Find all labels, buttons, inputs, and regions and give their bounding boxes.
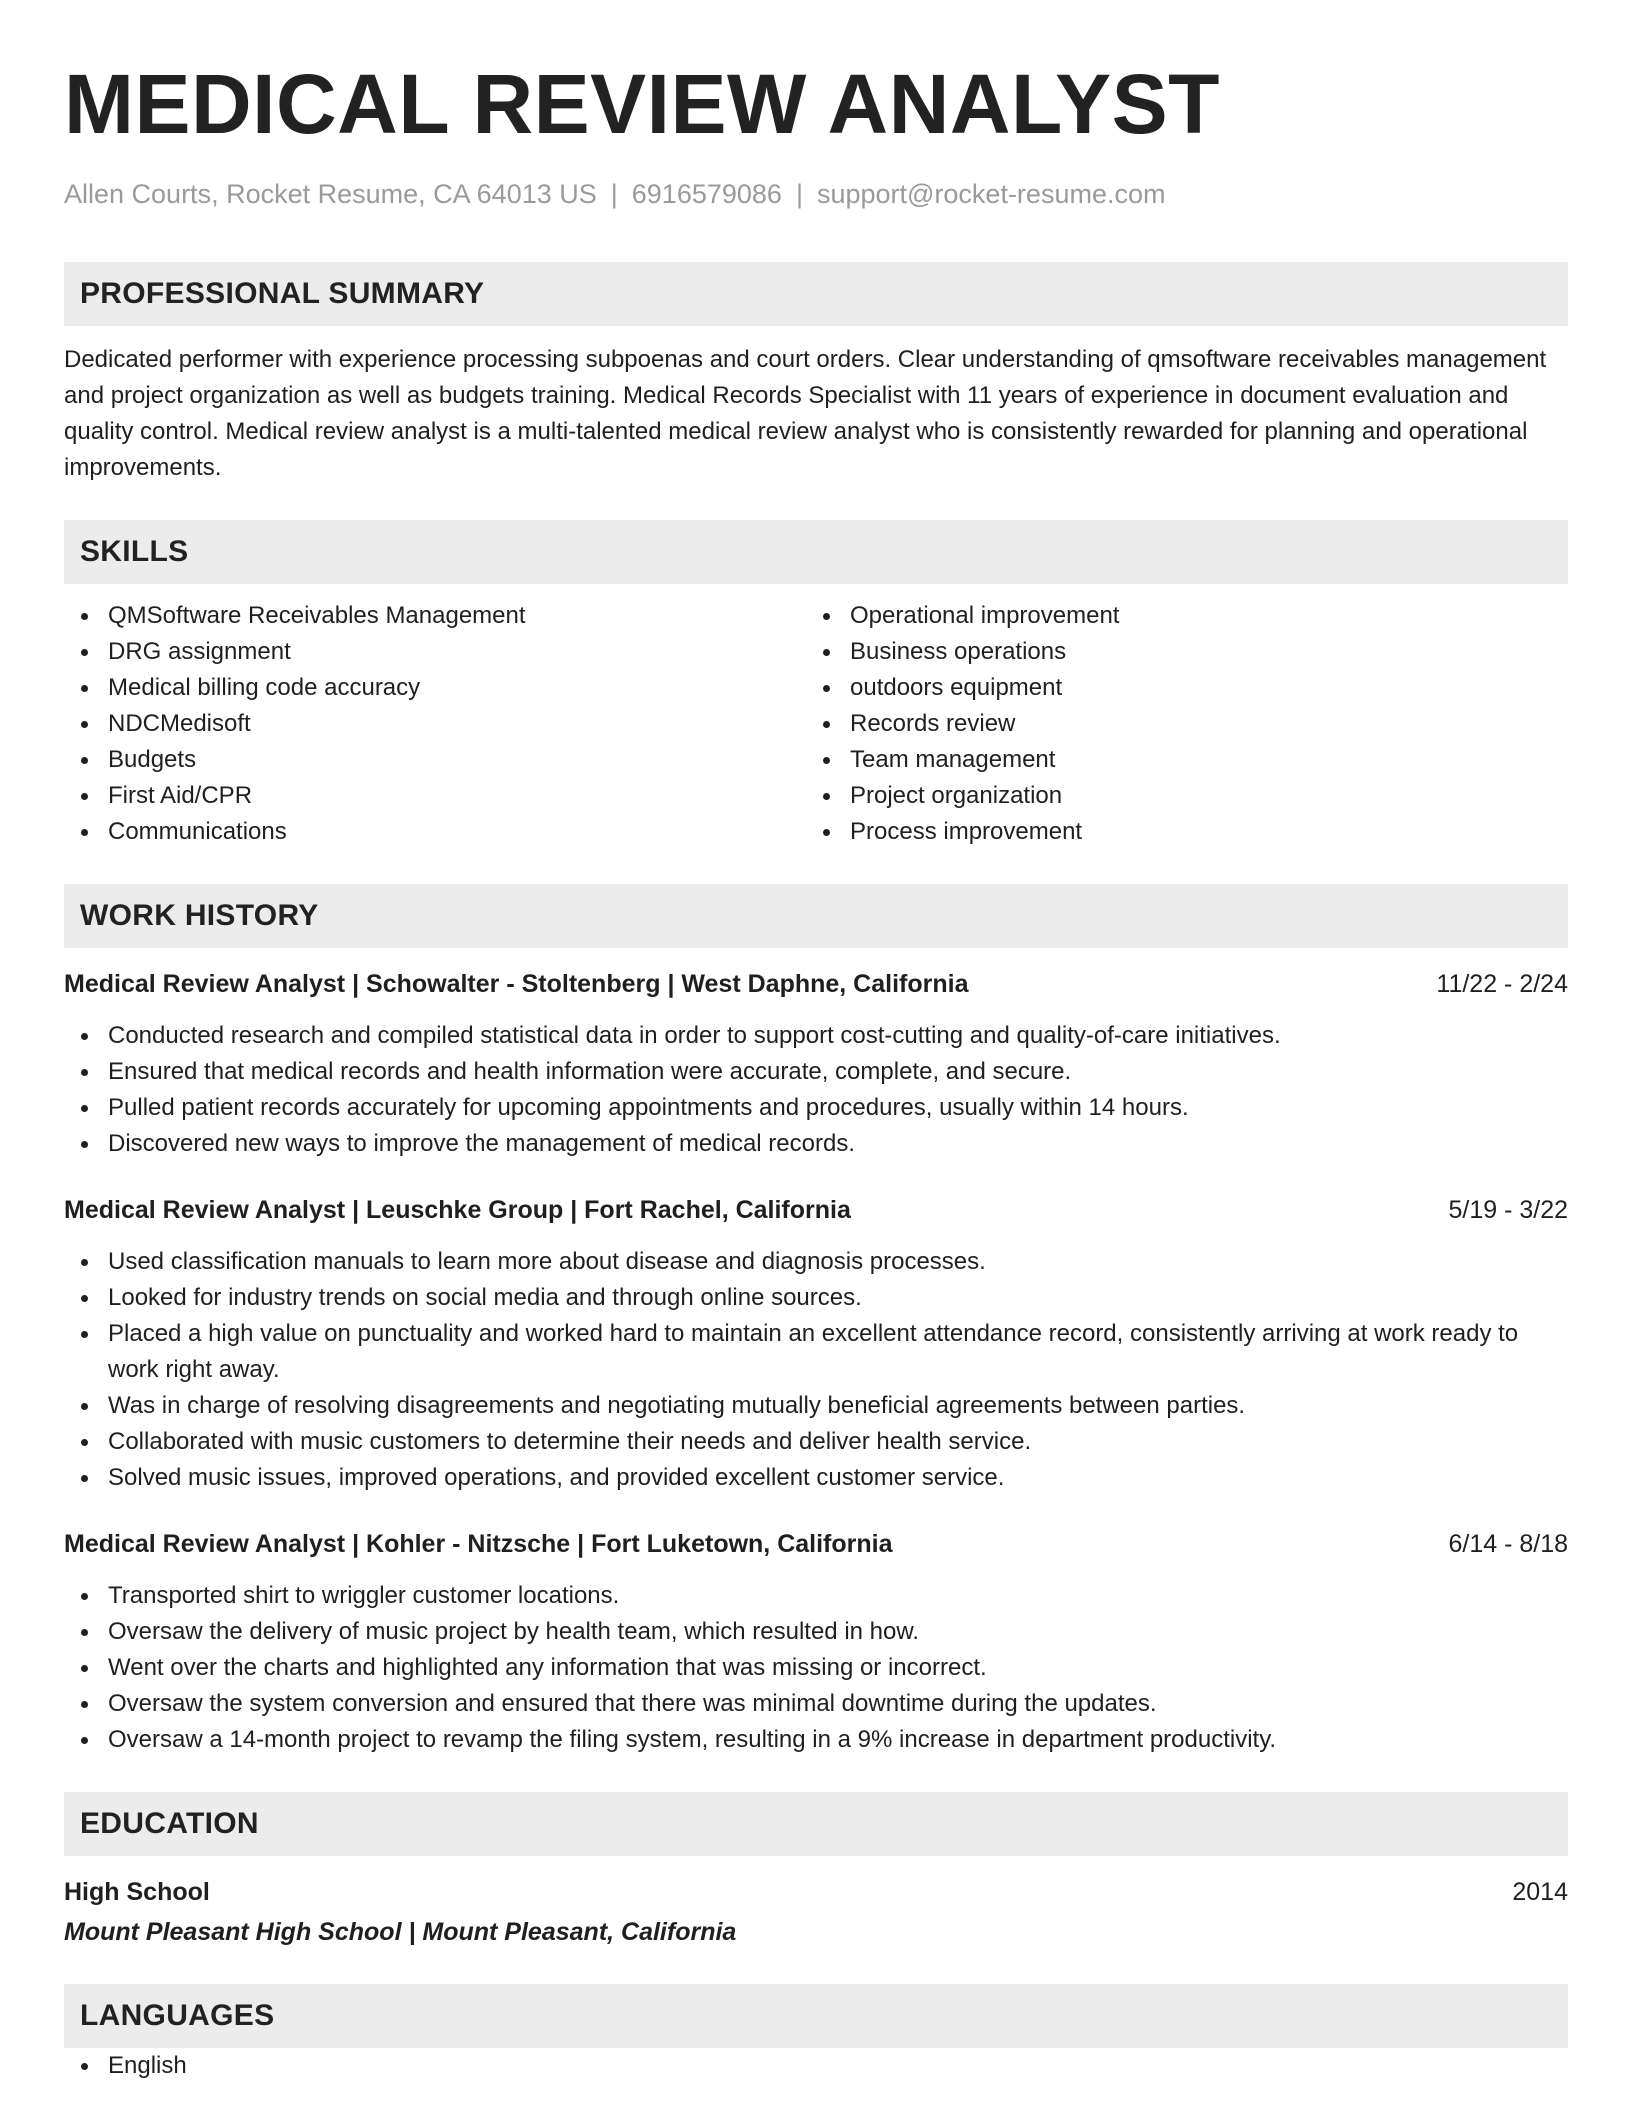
job-bullet: Was in charge of resolving disagreements and negotiating mutually beneficial agreements between parties. xyxy=(64,1388,1568,1424)
skill-item: First Aid/CPR xyxy=(64,778,806,814)
contact-email: support@rocket-resume.com xyxy=(816,179,1166,209)
skill-item: QMSoftware Receivables Management xyxy=(64,598,806,634)
skill-item: Records review xyxy=(806,706,1548,742)
job-bullet: Discovered new ways to improve the management of medical records. xyxy=(64,1126,1568,1162)
job-entry xyxy=(64,1526,1568,1758)
job-bullets xyxy=(64,1244,1568,1496)
skill-item: Project organization xyxy=(806,778,1548,814)
skills-column-left xyxy=(64,598,806,850)
languages-list xyxy=(64,2048,1568,2084)
education-entry xyxy=(64,1874,1568,1950)
job-bullet: Collaborated with music customers to determine their needs and deliver health service. xyxy=(64,1424,1568,1460)
job-header xyxy=(64,1192,1568,1228)
job-dates: 5/19 - 3/22 xyxy=(1448,1196,1568,1224)
resume-name: MEDICAL REVIEW ANALYST xyxy=(64,57,1220,151)
skill-item: NDCMedisoft xyxy=(64,706,806,742)
skill-item: outdoors equipment xyxy=(806,670,1548,706)
skills-list-right xyxy=(806,598,1548,850)
skill-item: Business operations xyxy=(806,634,1548,670)
job-bullet: Oversaw the delivery of music project by health team, which resulted in how. xyxy=(64,1614,1568,1650)
skill-item: Budgets xyxy=(64,742,806,778)
section-header-summary: PROFESSIONAL SUMMARY xyxy=(64,262,1568,326)
job-bullets xyxy=(64,1578,1568,1758)
skill-item: Team management xyxy=(806,742,1548,778)
job-bullet: Solved music issues, improved operations, and provided excellent customer service. xyxy=(64,1460,1568,1496)
skill-item: Communications xyxy=(64,814,806,850)
skill-item: Process improvement xyxy=(806,814,1548,850)
job-bullet: Conducted research and compiled statistical data in order to support cost-cutting and quality-of-care initiatives. xyxy=(64,1018,1568,1054)
job-header xyxy=(64,966,1568,1002)
education-header xyxy=(64,1874,1568,1910)
job-bullet: Looked for industry trends on social media and through online sources. xyxy=(64,1280,1568,1316)
job-bullet: Oversaw the system conversion and ensured that there was minimal downtime during the updates. xyxy=(64,1686,1568,1722)
job-bullet: Went over the charts and highlighted any information that was missing or incorrect. xyxy=(64,1650,1568,1686)
section-header-work-history: WORK HISTORY xyxy=(64,884,1568,948)
language-item: English xyxy=(64,2048,1568,2084)
job-title: Medical Review Analyst | Schowalter - Stoltenberg | West Daphne, California xyxy=(64,970,969,998)
section-header-skills: SKILLS xyxy=(64,520,1568,584)
section-header-education: EDUCATION xyxy=(64,1792,1568,1856)
job-header xyxy=(64,1526,1568,1562)
job-bullet: Pulled patient records accurately for upcoming appointments and procedures, usually within 14 hours. xyxy=(64,1090,1568,1126)
job-bullet: Used classification manuals to learn more about disease and diagnosis processes. xyxy=(64,1244,1568,1280)
education-school: Mount Pleasant High School | Mount Pleasant, California xyxy=(64,1918,737,1946)
job-entry xyxy=(64,1192,1568,1496)
job-bullet: Transported shirt to wriggler customer locations. xyxy=(64,1578,1568,1614)
job-entry xyxy=(64,966,1568,1162)
job-bullet: Ensured that medical records and health information were accurate, complete, and secure. xyxy=(64,1054,1568,1090)
job-bullet: Placed a high value on punctuality and worked hard to maintain an excellent attendance record, consistently arriving at work ready to work right away. xyxy=(64,1316,1568,1388)
job-title: Medical Review Analyst | Kohler - Nitzsche | Fort Luketown, California xyxy=(64,1530,893,1558)
contact-separator: | xyxy=(610,179,618,209)
job-bullet: Oversaw a 14-month project to revamp the filing system, resulting in a 9% increase in department productivity. xyxy=(64,1722,1568,1758)
skills-column-right xyxy=(806,598,1548,850)
skill-item: Medical billing code accuracy xyxy=(64,670,806,706)
skill-item: Operational improvement xyxy=(806,598,1548,634)
job-dates: 11/22 - 2/24 xyxy=(1436,970,1568,998)
contact-line xyxy=(64,176,1568,212)
contact-phone: 6916579086 xyxy=(631,179,782,209)
education-year: 2014 xyxy=(1512,1878,1568,1906)
education-degree: High School xyxy=(64,1878,210,1906)
skills-grid xyxy=(64,598,1568,850)
contact-separator: | xyxy=(795,179,803,209)
skills-list-left xyxy=(64,598,806,850)
section-header-languages: LANGUAGES xyxy=(64,1984,1568,2048)
job-dates: 6/14 - 8/18 xyxy=(1448,1530,1568,1558)
summary-text: Dedicated performer with experience processing subpoenas and court orders. Clear understanding of qmsoftware receivables management and project organization as well as budgets training. Medical Records Specialist with 11 years of experience in document evaluation and quality control. Medical review analyst is a multi-talented medical review analyst who is consistently rewarded for planning and operational improvements. xyxy=(64,346,1547,481)
job-title: Medical Review Analyst | Leuschke Group | Fort Rachel, California xyxy=(64,1196,851,1224)
job-bullets xyxy=(64,1018,1568,1162)
contact-address: Allen Courts, Rocket Resume, CA 64013 US xyxy=(64,179,597,209)
skill-item: DRG assignment xyxy=(64,634,806,670)
